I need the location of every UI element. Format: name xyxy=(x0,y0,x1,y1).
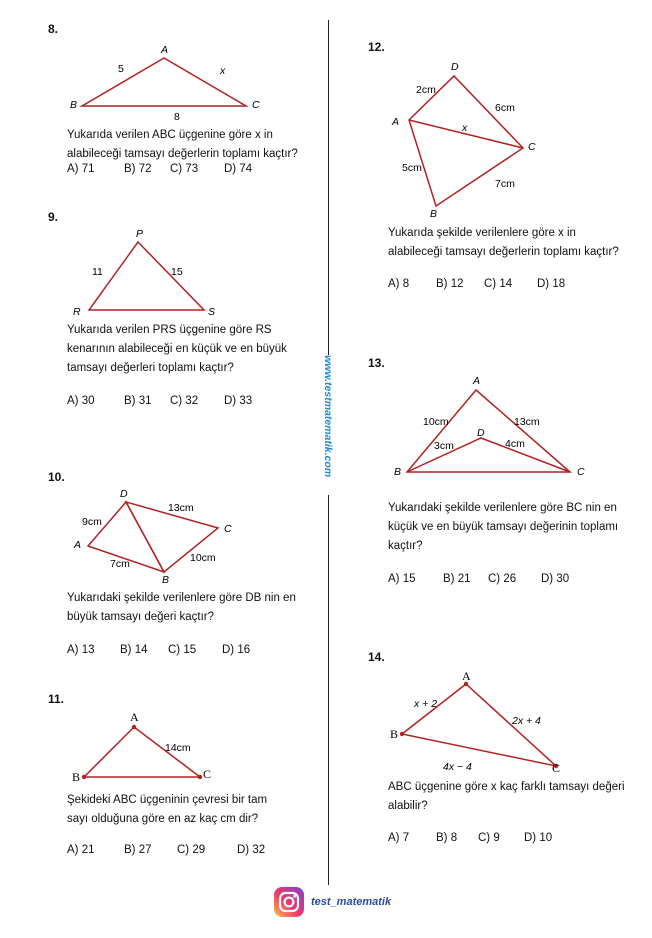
vertex-c-label: C xyxy=(252,99,260,111)
vertex-r-label: R xyxy=(73,306,81,318)
vertex-p-label: P xyxy=(136,228,144,240)
option-d[interactable]: D) 18 xyxy=(537,278,566,290)
vertex-a-label: A xyxy=(462,669,471,683)
side-bc-label: 8 xyxy=(174,111,180,123)
question-13-text: Yukarıdaki şekilde verilenlere göre BC nin en küçük ve en büyük tamsayı değerinin toplamı kaçtır? xyxy=(388,502,619,552)
option-c[interactable]: C) 26 xyxy=(488,573,517,585)
question-11-figure xyxy=(60,706,260,788)
vertex-a-label: A xyxy=(392,116,400,128)
side-ab-label: 5 xyxy=(118,63,124,75)
option-a[interactable]: A) 7 xyxy=(388,832,410,844)
side-ab-label: x + 2 xyxy=(414,698,438,710)
question-8-figure xyxy=(60,38,280,124)
question-13-number: 13. xyxy=(368,356,385,370)
vertex-b-label: B xyxy=(70,99,78,111)
option-d[interactable]: D) 33 xyxy=(224,395,253,407)
vertex-b-label: B xyxy=(394,466,402,478)
question-10-text: Yukarıdaki şekilde verilenlere göre DB nin en büyük tamsayı değeri kaçtır? xyxy=(67,592,296,623)
side-ps-label: 15 xyxy=(171,266,183,278)
question-12-options xyxy=(388,278,628,294)
triangle-prs xyxy=(89,242,204,310)
side-bc-label: 4x − 4 xyxy=(443,761,472,773)
question-12-text: Yukarıda şekilde verilenlere göre x in alabileceği tamsayı değerlerin toplamı kaçtır? xyxy=(388,227,619,258)
question-12-number: 12. xyxy=(368,40,385,54)
question-8-text: Yukarıda verilen ABC üçgenine göre x in alabileceği tamsayı değerlerin toplamı kaçtır? xyxy=(67,129,298,160)
option-c[interactable]: C) 14 xyxy=(484,278,513,290)
side-dc-label: 6cm xyxy=(495,102,515,114)
side-ad-label: 9cm xyxy=(82,516,102,528)
option-d[interactable]: D) 32 xyxy=(237,844,266,856)
question-14-figure xyxy=(380,664,600,776)
vertex-c-label: C xyxy=(577,466,585,478)
option-b[interactable]: B) 8 xyxy=(436,832,458,844)
vertex-a-label: A xyxy=(161,44,169,56)
question-12-figure xyxy=(380,56,560,222)
vertex-a-label: A xyxy=(473,375,481,387)
question-11-options xyxy=(67,844,307,860)
question-11-text: Şekideki ABC üçgeninin çevresi bir tam sayı olduğuna göre en az kaç cm dir? xyxy=(67,794,268,825)
option-d[interactable]: D) 74 xyxy=(224,163,253,175)
question-9-number: 9. xyxy=(48,210,59,224)
vertex-d-label: D xyxy=(451,61,459,73)
option-a[interactable]: A) 30 xyxy=(67,395,95,407)
vertex-c-label: C xyxy=(552,761,561,775)
vertex-b-dot xyxy=(82,775,86,779)
question-9-figure xyxy=(60,224,260,320)
option-c[interactable]: C) 32 xyxy=(170,395,199,407)
question-8-number: 8. xyxy=(48,22,59,36)
side-ab-label: 10cm xyxy=(423,416,449,428)
question-14-options xyxy=(388,832,628,848)
option-b[interactable]: B) 31 xyxy=(124,395,152,407)
side-bc-label: 10cm xyxy=(190,552,216,564)
option-a[interactable]: A) 71 xyxy=(67,163,95,175)
watermark-vertical xyxy=(318,355,338,495)
option-d[interactable]: D) 16 xyxy=(222,644,251,656)
option-a[interactable]: A) 15 xyxy=(388,573,416,585)
side-ac-label: x xyxy=(220,65,226,77)
side-ab-label: 7cm xyxy=(110,558,130,570)
vertex-c-label: C xyxy=(203,767,212,781)
option-b[interactable]: B) 21 xyxy=(443,573,471,585)
instagram-icon-bg xyxy=(274,887,304,917)
vertex-s-label: S xyxy=(208,306,216,318)
question-10-options xyxy=(67,644,307,660)
question-8-options xyxy=(67,163,307,179)
option-c[interactable]: C) 73 xyxy=(170,163,199,175)
diagonal-ac-label: x xyxy=(462,122,468,134)
instagram-icon-dot xyxy=(293,895,296,898)
option-a[interactable]: A) 21 xyxy=(67,844,95,856)
side-ab-label: 5cm xyxy=(402,162,422,174)
question-10-number: 10. xyxy=(48,470,65,484)
vertex-a-dot xyxy=(132,725,136,729)
question-13-options xyxy=(388,573,628,589)
side-ac-label: 13cm xyxy=(514,416,540,428)
option-b[interactable]: B) 27 xyxy=(124,844,152,856)
vertex-b-label: B xyxy=(430,208,438,220)
triangle-abc xyxy=(407,390,570,472)
option-b[interactable]: B) 14 xyxy=(120,644,148,656)
question-14-number: 14. xyxy=(368,650,385,664)
segment-bd-label: 3cm xyxy=(434,440,454,452)
option-c[interactable]: C) 9 xyxy=(478,832,500,844)
side-dc-label: 13cm xyxy=(168,502,194,514)
question-9-options xyxy=(67,395,307,411)
side-ac-label: 2x + 4 xyxy=(512,715,541,727)
option-d[interactable]: D) 10 xyxy=(524,832,553,844)
question-14-text: ABC üçgenine göre x kaç farklı tamsayı değeri alabilir? xyxy=(388,781,625,812)
instagram-icon[interactable] xyxy=(272,885,306,919)
vertex-b-label: B xyxy=(162,574,170,586)
vertex-c-label: C xyxy=(528,141,536,153)
option-a[interactable]: A) 8 xyxy=(388,278,410,290)
vertex-b-label: B xyxy=(72,770,81,784)
vertex-b-dot xyxy=(400,732,404,736)
vertex-d-label: D xyxy=(120,488,128,500)
vertex-d-label: D xyxy=(477,427,485,439)
footer-handle[interactable]: test_matematik xyxy=(311,896,392,908)
side-pr-label: 11 xyxy=(92,266,103,278)
segment-dc-label: 4cm xyxy=(505,438,525,450)
question-10-figure xyxy=(60,484,260,588)
option-c[interactable]: C) 29 xyxy=(177,844,206,856)
side-ad-label: 2cm xyxy=(416,84,436,96)
vertex-a-label: A xyxy=(74,539,82,551)
option-b[interactable]: B) 12 xyxy=(436,278,464,290)
option-a[interactable]: A) 13 xyxy=(67,644,95,656)
watermark-text: www.testmatematik.com xyxy=(322,355,334,478)
question-9-text: Yukarıda verilen PRS üçgenine göre RS kenarının alabileceği en küçük ve en büyük tamsayı değerleri toplamı kaçtır? xyxy=(67,324,287,374)
option-b[interactable]: B) 72 xyxy=(124,163,152,175)
vertex-c-dot xyxy=(198,775,202,779)
vertex-b-label: B xyxy=(390,727,399,741)
vertex-c-label: C xyxy=(224,523,232,535)
question-13-figure xyxy=(380,370,620,482)
option-c[interactable]: C) 15 xyxy=(168,644,197,656)
side-bc-label: 7cm xyxy=(495,178,515,190)
vertex-a-label: A xyxy=(130,710,139,724)
option-d[interactable]: D) 30 xyxy=(541,573,570,585)
side-ac-label: 14cm xyxy=(165,742,191,754)
question-11-number: 11. xyxy=(48,692,65,706)
